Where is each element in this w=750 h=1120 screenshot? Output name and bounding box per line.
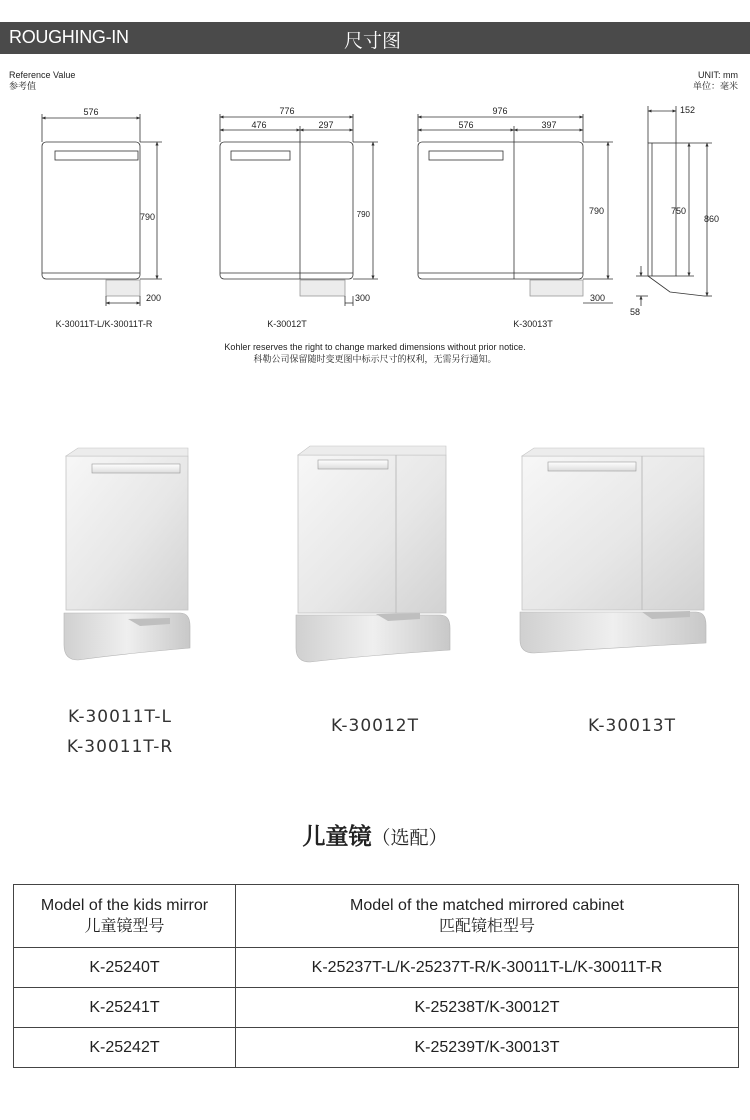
dim-label-height: 790 (356, 210, 370, 219)
product-label-line: K-30011T-R (66, 737, 174, 757)
dim-label-width: 976 (492, 106, 508, 116)
dim-label-drop: 300 (590, 293, 606, 303)
led-light-strip (92, 464, 180, 473)
unit-note-cn: 单位：毫米 (692, 81, 738, 91)
dim-label-right: 297 (318, 120, 334, 130)
drawing-k30011t (42, 114, 162, 306)
cabinet-mirror (522, 456, 704, 610)
disclaimer-cn: 科勒公司保留随时变更图中标示尺寸的权利，无需另行通知。 (253, 354, 497, 364)
reference-note-en: Reference Value (9, 70, 76, 80)
cabinet-model: K-25239T/K-30013T (236, 1028, 739, 1068)
product-image-k30013t (520, 448, 706, 653)
product-label-k30012t (295, 716, 455, 736)
header-text-en: Model of the matched mirrored cabinet (350, 897, 624, 914)
dim-label-left: 476 (251, 120, 267, 130)
drawing-label: K-30013T (513, 319, 553, 329)
cabinet-mirror (66, 456, 188, 610)
header-title-cn: 尺寸图 (344, 30, 402, 52)
dim-label-width: 776 (279, 106, 295, 116)
drawing-label: K-30012T (267, 319, 307, 329)
light-strip (429, 151, 503, 160)
cabinet-outline (418, 142, 583, 279)
product-label-line: K-30011T-L (67, 707, 172, 727)
led-light-strip (318, 460, 388, 469)
drawing-label: K-30011T-L/K-30011T-R (55, 319, 153, 329)
section-title-main: 儿童镜 (302, 824, 372, 850)
section-title (0, 818, 750, 851)
section-title-sub: （选配） (371, 827, 448, 849)
product-label-k30013t (552, 716, 712, 736)
table-row (14, 1028, 739, 1068)
led-light-strip (548, 462, 636, 471)
dim-label-drop: 200 (146, 293, 162, 303)
dim-label-height: 790 (139, 212, 155, 222)
cabinet-outline (220, 142, 353, 279)
roughing-in-drawing (0, 0, 750, 400)
reference-note-cn: 参考值 (9, 81, 37, 91)
product-label-k30011t (40, 702, 200, 762)
table-header-row (14, 885, 739, 948)
header-text-cn: 匹配镜柜型号 (438, 918, 535, 935)
dim-label-bottom: 58 (629, 307, 640, 317)
kids-mirror (520, 612, 706, 653)
dim-label-right: 397 (541, 120, 557, 130)
dim-label-left: 576 (458, 120, 474, 130)
dim-label-depth: 152 (680, 105, 696, 115)
disclaimer-en: Kohler reserves the right to change marked dimensions without prior notice. (224, 342, 526, 352)
kids-mirror-model: K-25241T (14, 988, 236, 1028)
dim-label-width: 576 (83, 107, 99, 117)
kids-mirror-model: K-25242T (14, 1028, 236, 1068)
table-header-kids (14, 885, 236, 948)
product-label-line: K-30013T (588, 716, 676, 736)
product-images (0, 440, 750, 680)
dim-label-inner-height: 750 (670, 206, 686, 216)
cabinet-mirror (298, 455, 446, 613)
header-text-cn: 儿童镜型号 (84, 918, 165, 935)
light-strip (55, 151, 138, 160)
dim-label-height: 790 (588, 206, 604, 216)
light-strip (231, 151, 290, 160)
kids-mirror (296, 615, 450, 662)
cabinet-model: K-25238T/K-30012T (236, 988, 739, 1028)
dim-label-total-height: 860 (704, 214, 720, 224)
header-text-en: Model of the kids mirror (40, 897, 209, 914)
unit-note-en: UNIT: mm (698, 70, 738, 80)
product-image-k30011t (64, 448, 190, 660)
table-row (14, 948, 739, 988)
drawing-k30013t (418, 114, 613, 303)
kids-mirror (64, 613, 190, 660)
product-label-line: K-30012T (331, 716, 419, 736)
kids-mirror-profile (648, 276, 704, 296)
kids-mirror-block (106, 280, 140, 296)
compatibility-table (13, 884, 739, 1068)
table-row (14, 988, 739, 1028)
dim-label-drop: 300 (355, 293, 371, 303)
header-title: ROUGHING-IN (9, 27, 129, 47)
cabinet-outline (42, 142, 140, 279)
kids-mirror-block (300, 280, 345, 296)
cabinet-model: K-25237T-L/K-25237T-R/K-30011T-L/K-30011T-R (236, 948, 739, 988)
drawing-k30012t (220, 114, 378, 306)
table-header-cabinet (236, 885, 739, 948)
kids-mirror-model: K-25240T (14, 948, 236, 988)
kids-mirror-block (530, 280, 583, 296)
product-image-k30012t (296, 446, 450, 662)
